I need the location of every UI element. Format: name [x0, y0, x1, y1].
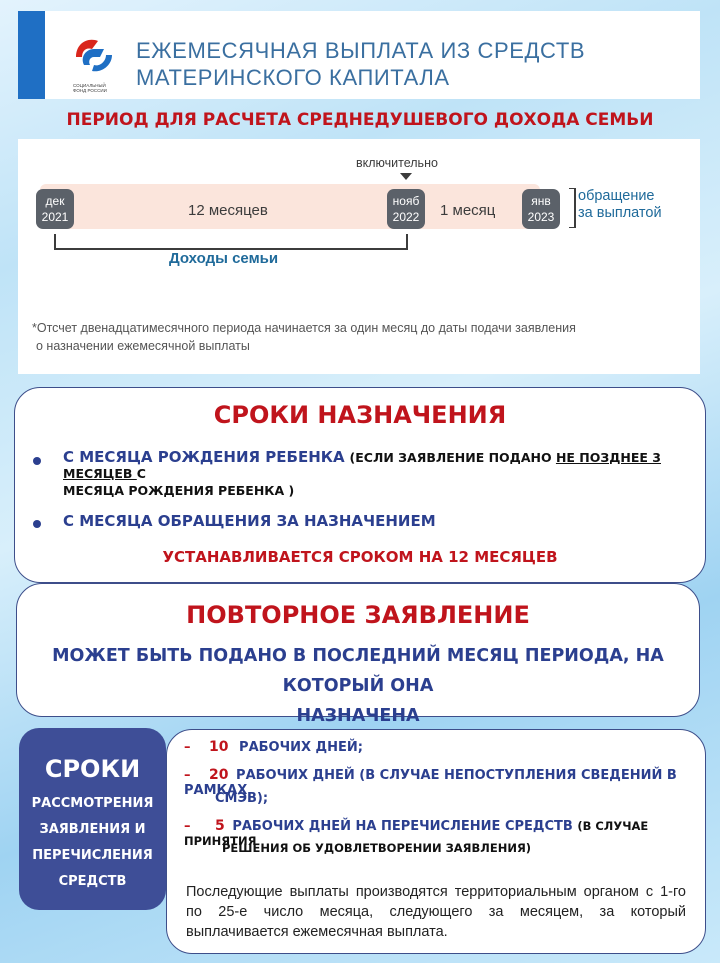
tag-mid	[387, 189, 425, 229]
repeat-line1: МОЖЕТ БЫТЬ ПОДАНО В ПОСЛЕДНИЙ МЕСЯЦ ПЕРИОДА, НА КОТОРЫЙ ОНА	[52, 646, 664, 696]
terms-item1-main: С МЕСЯЦА РОЖДЕНИЯ РЕБЕНКА	[63, 448, 345, 466]
dash-icon: –	[184, 819, 191, 834]
footnote-line2: о назначении ежемесячной выплаты	[36, 339, 250, 353]
tag-end-year: 2023	[527, 210, 555, 224]
terms-duration: УСТАНАВЛИВАЕТСЯ СРОКОМ НА 12 МЕСЯЦЕВ	[162, 548, 558, 566]
repeat-title: ПОВТОРНОЕ ЗАЯВЛЕНИЕ	[186, 601, 530, 629]
tag-end-month: янв	[531, 194, 551, 208]
repeat-line2: НАЗНАЧЕНА	[296, 706, 420, 726]
review-item1	[184, 739, 363, 755]
inclusive-label: включительно	[356, 156, 438, 170]
bullet-icon	[33, 457, 41, 465]
appeal-label	[578, 188, 662, 222]
repeat-text	[17, 641, 699, 731]
side-line1: РАССМОТРЕНИЯ	[31, 796, 154, 811]
terms-item1-note-line2: МЕСЯЦА РОЖДЕНИЯ РЕБЕНКА )	[63, 483, 295, 498]
terms-item1-note-a: (ЕСЛИ ЗАЯВЛЕНИЕ ПОДАНО	[349, 450, 556, 465]
appeal-bracket	[569, 188, 576, 228]
tag-end	[522, 189, 560, 229]
dash-icon: –	[184, 768, 191, 783]
review-item2-num: 20	[209, 767, 229, 783]
review-side-box	[19, 728, 166, 910]
terms-item1-note-b: С	[136, 466, 146, 481]
review-paragraph: Последующие выплаты производятся территориальным органом с 1-го по 25-е число месяца, следующего за месяцем, за который выплачивается ежемесячная выплата.	[186, 884, 686, 940]
income-label: Доходы семьи	[169, 250, 279, 267]
review-item3-note2: РЕШЕНИЯ ОБ УДОВЛЕТВОРЕНИИ ЗАЯВЛЕНИЯ)	[222, 841, 532, 855]
header-accent-stripe	[18, 11, 45, 99]
side-lines	[19, 791, 166, 895]
review-item1-num: 10	[209, 739, 229, 755]
timeline-card	[18, 139, 700, 374]
side-line3: ПЕРЕЧИСЛЕНИЯ	[32, 848, 153, 863]
timeline-footnote	[32, 319, 692, 355]
gap-label: 1 месяц	[440, 202, 496, 219]
review-item3-num: 5	[215, 818, 225, 834]
tag-start-year: 2021	[41, 210, 69, 224]
review-item2-text2: СМЭВ);	[215, 791, 269, 806]
period-title: ПЕРИОД ДЛЯ РАСЧЕТА СРЕДНЕДУШЕВОГО ДОХОДА СЕМЬИ	[66, 110, 654, 130]
bullet-icon	[33, 520, 41, 528]
tag-start	[36, 189, 74, 229]
header-title-line1: ЕЖЕМЕСЯЧНАЯ ВЫПЛАТА ИЗ СРЕДСТВ	[136, 38, 586, 63]
side-line2: ЗАЯВЛЕНИЯ И	[39, 822, 146, 837]
tag-mid-month: нояб	[392, 194, 420, 208]
repeat-panel	[16, 583, 700, 726]
review-item3-text: РАБОЧИХ ДНЕЙ НА ПЕРЕЧИСЛЕНИЕ СРЕДСТВ	[232, 819, 573, 834]
tag-start-month: дек	[45, 194, 65, 208]
inclusive-arrow-icon	[400, 173, 412, 180]
terms-item2: С МЕСЯЦА ОБРАЩЕНИЯ ЗА НАЗНАЧЕНИЕМ	[63, 512, 436, 530]
terms-title: СРОКИ НАЗНАЧЕНИЯ	[213, 401, 507, 429]
header-banner	[18, 11, 700, 99]
logo-caption: СОЦИАЛЬНЫЙ ФОНД РОССИИ	[73, 83, 107, 93]
income-bracket	[54, 234, 408, 250]
terms-panel	[14, 387, 706, 583]
review-item3-note: (В СЛУЧАЕ ПРИНЯТИЯ	[184, 819, 649, 848]
side-line4: СРЕДСТВ	[58, 874, 127, 889]
appeal-line2: за выплатой	[578, 205, 662, 221]
span-label: 12 месяцев	[188, 202, 268, 219]
footnote-line1: *Отсчет двенадцатимесячного периода начинается за один месяц до даты подачи заявления	[32, 321, 576, 335]
appeal-line1: обращение	[578, 188, 655, 204]
side-title: СРОКИ	[44, 755, 141, 783]
header-title-line2: МАТЕРИНСКОГО КАПИТАЛА	[136, 65, 450, 90]
terms-item1-note-underlined: НЕ ПОЗДНЕЕ 3 МЕСЯЦЕВ	[63, 450, 661, 481]
header-title	[136, 37, 585, 91]
terms-item1	[63, 448, 693, 482]
review-item1-text: РАБОЧИХ ДНЕЙ;	[239, 740, 363, 755]
tag-mid-year: 2022	[392, 210, 420, 224]
review-item2-text: РАБОЧИХ ДНЕЙ (В СЛУЧАЕ НЕПОСТУПЛЕНИЯ СВЕДЕНИЙ В РАМКАХ	[184, 768, 677, 798]
dash-icon: –	[184, 740, 191, 755]
social-fund-logo-icon	[70, 31, 118, 81]
